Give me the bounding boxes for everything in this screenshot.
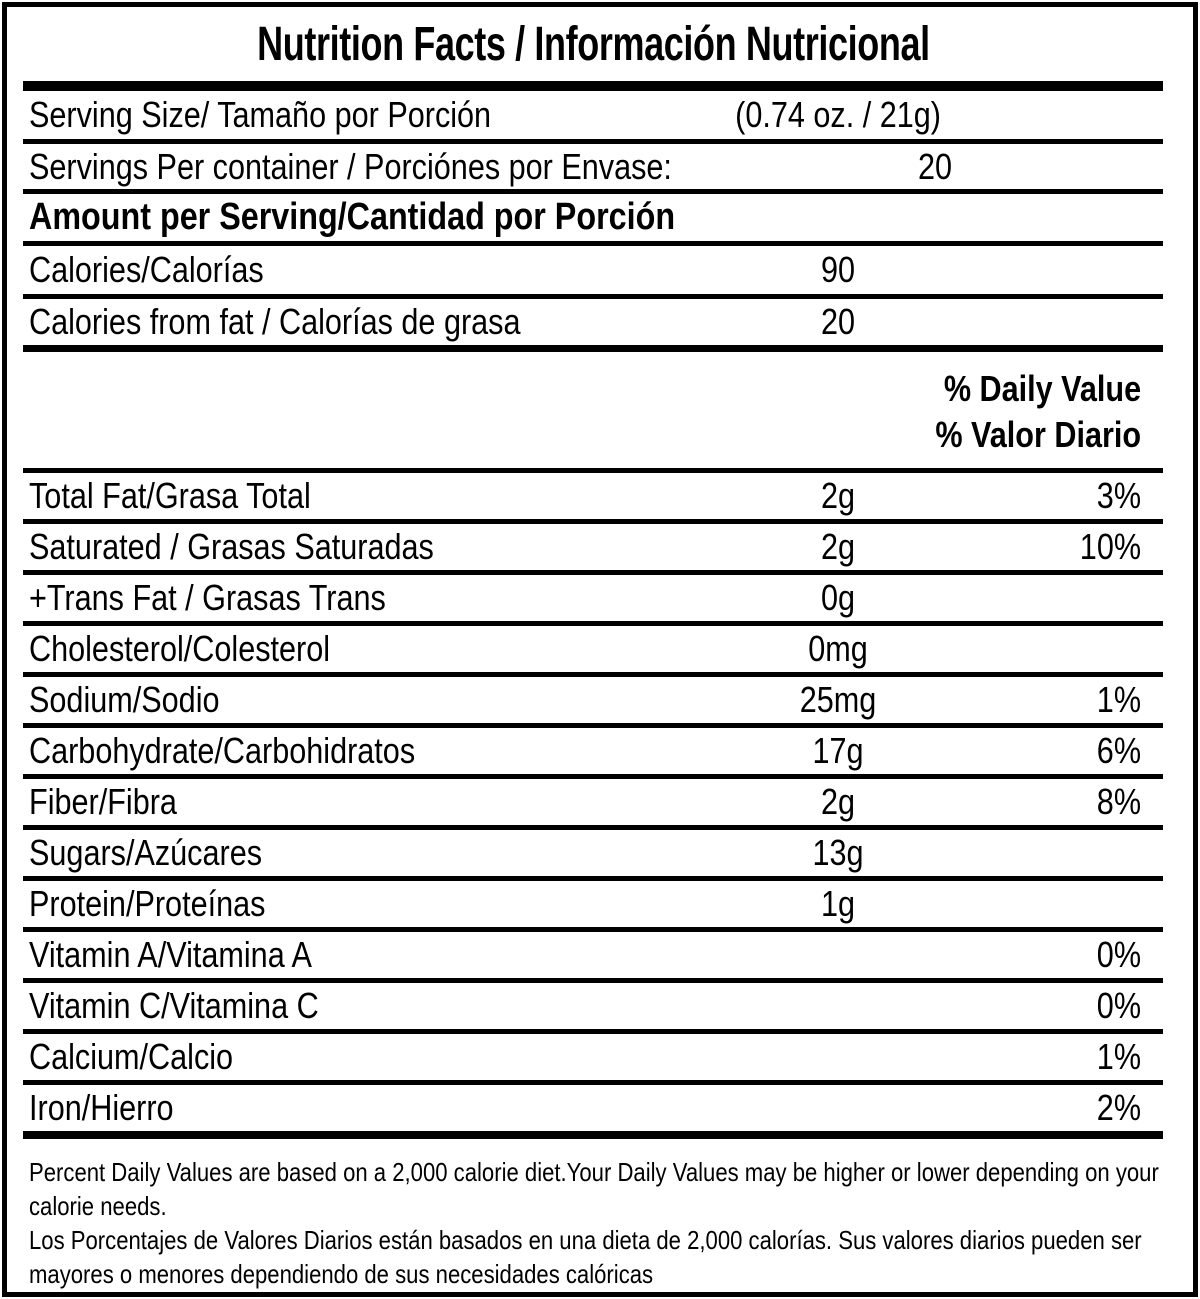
nutrient-label: Vitamin C/Vitamina C	[29, 985, 319, 1026]
nutrient-dv: 0%	[1096, 934, 1141, 975]
servings-value-cell	[785, 146, 1085, 188]
nutrient-amount: 0mg	[808, 628, 868, 669]
nutrient-row-vitamin-a	[23, 932, 1163, 983]
nutrient-row-sugars	[23, 830, 1163, 881]
title-separator-bar	[23, 81, 1163, 91]
amount-per-serving-heading-row	[23, 194, 1163, 246]
nutrient-row-trans-fat	[23, 575, 1163, 626]
footnote-section	[23, 1155, 1163, 1291]
footnote-text-block	[29, 1155, 1161, 1291]
nutrient-row-carbohydrate	[23, 728, 1163, 779]
nutrition-facts-label	[2, 2, 1198, 1297]
nutrient-dv: 8%	[1096, 781, 1141, 822]
nutrient-amount: 2g	[820, 781, 856, 822]
nutrient-amount: 2g	[820, 475, 856, 516]
nutrient-label: Carbohydrate/Carbohidratos	[29, 730, 416, 771]
serving-size-label-cell	[23, 94, 688, 136]
nutrient-amount: 25mg	[799, 679, 877, 720]
nutrient-dv: 0%	[1096, 985, 1141, 1026]
amount-per-serving-heading: Amount per Serving/Cantidad por Porción	[29, 196, 676, 238]
nutrient-label: Saturated / Grasas Saturadas	[29, 526, 434, 567]
nutrient-dv: 3%	[1096, 475, 1141, 516]
calories-label-cell	[23, 249, 688, 291]
serving-size-value-cell	[688, 94, 988, 136]
footnote-spanish: Los Porcentajes de Valores Diarios están basados en una dieta de 2,000 calorías. Sus valores diarios pueden ser mayores o menores dependiendo de sus necesidades calóricas	[29, 1225, 1142, 1289]
nutrient-label: Vitamin A/Vitamina A	[29, 934, 312, 975]
calories-from-fat-value-cell	[688, 301, 988, 343]
nutrient-row-fiber	[23, 779, 1163, 830]
calories-from-fat-label-cell	[23, 301, 688, 343]
nutrient-dv: 1%	[1096, 1036, 1141, 1077]
serving-size-row	[23, 91, 1163, 144]
serving-size-label: Serving Size/ Tamaño por Porción	[29, 94, 492, 135]
calories-value-cell	[688, 249, 988, 291]
nutrient-label: Calcium/Calcio	[29, 1036, 234, 1077]
nutrient-amount: 0g	[820, 577, 856, 618]
nutrient-amount: 13g	[812, 832, 864, 873]
nutrient-label: +Trans Fat / Grasas Trans	[29, 577, 386, 618]
servings-value: 20	[918, 145, 953, 187]
calories-from-fat-row	[23, 299, 1163, 352]
nutrient-row-total-fat	[23, 473, 1163, 524]
nutrient-label: Fiber/Fibra	[29, 781, 177, 822]
nutrient-label: Total Fat/Grasa Total	[29, 475, 311, 516]
label-title: Nutrition Facts / Información Nutricional	[256, 17, 930, 71]
servings-label: Servings Per container / Porciónes por Envase:	[29, 145, 672, 187]
servings-per-container-row	[23, 144, 1163, 194]
daily-value-heading-en: % Daily Value	[943, 368, 1141, 409]
nutrient-row-calcium	[23, 1034, 1163, 1085]
daily-value-heading-en-line	[23, 366, 1141, 412]
nutrient-amount: 1g	[820, 883, 856, 924]
nutrient-row-iron	[23, 1085, 1163, 1139]
footnote-english: Percent Daily Values are based on a 2,000 calorie diet.Your Daily Values may be higher or lower depending on your calorie needs.	[29, 1157, 1159, 1221]
nutrient-label: Sugars/Azúcares	[29, 832, 263, 873]
nutrient-row-cholesterol	[23, 626, 1163, 677]
nutrient-row-sodium	[23, 677, 1163, 728]
daily-value-heading-es: % Valor Diario	[935, 414, 1141, 455]
nutrient-dv: 10%	[1079, 526, 1141, 567]
calories-from-fat-value: 20	[820, 301, 856, 342]
nutrient-amount: 2g	[820, 526, 856, 567]
nutrient-label: Cholesterol/Colesterol	[29, 628, 331, 669]
servings-label-cell	[23, 146, 785, 188]
daily-value-heading-es-line	[23, 412, 1141, 458]
nutrient-row-saturated-fat	[23, 524, 1163, 575]
calories-from-fat-label: Calories from fat / Calorías de grasa	[29, 301, 521, 342]
calories-label: Calories/Calorías	[29, 249, 264, 290]
serving-size-value: (0.74 oz. / 21g)	[735, 94, 941, 135]
nutrient-row-protein	[23, 881, 1163, 932]
nutrient-dv: 6%	[1096, 730, 1141, 771]
calories-row	[23, 246, 1163, 299]
nutrient-label: Sodium/Sodio	[29, 679, 220, 720]
nutrient-dv: 1%	[1096, 679, 1141, 720]
nutrient-amount: 17g	[812, 730, 864, 771]
calories-value: 90	[820, 249, 856, 290]
nutrient-label: Iron/Hierro	[29, 1087, 174, 1128]
nutrient-row-vitamin-c	[23, 983, 1163, 1034]
daily-value-headings	[23, 352, 1163, 473]
nutrient-label: Protein/Proteínas	[29, 883, 266, 924]
nutrient-dv: 2%	[1096, 1087, 1141, 1128]
label-header	[23, 7, 1163, 81]
